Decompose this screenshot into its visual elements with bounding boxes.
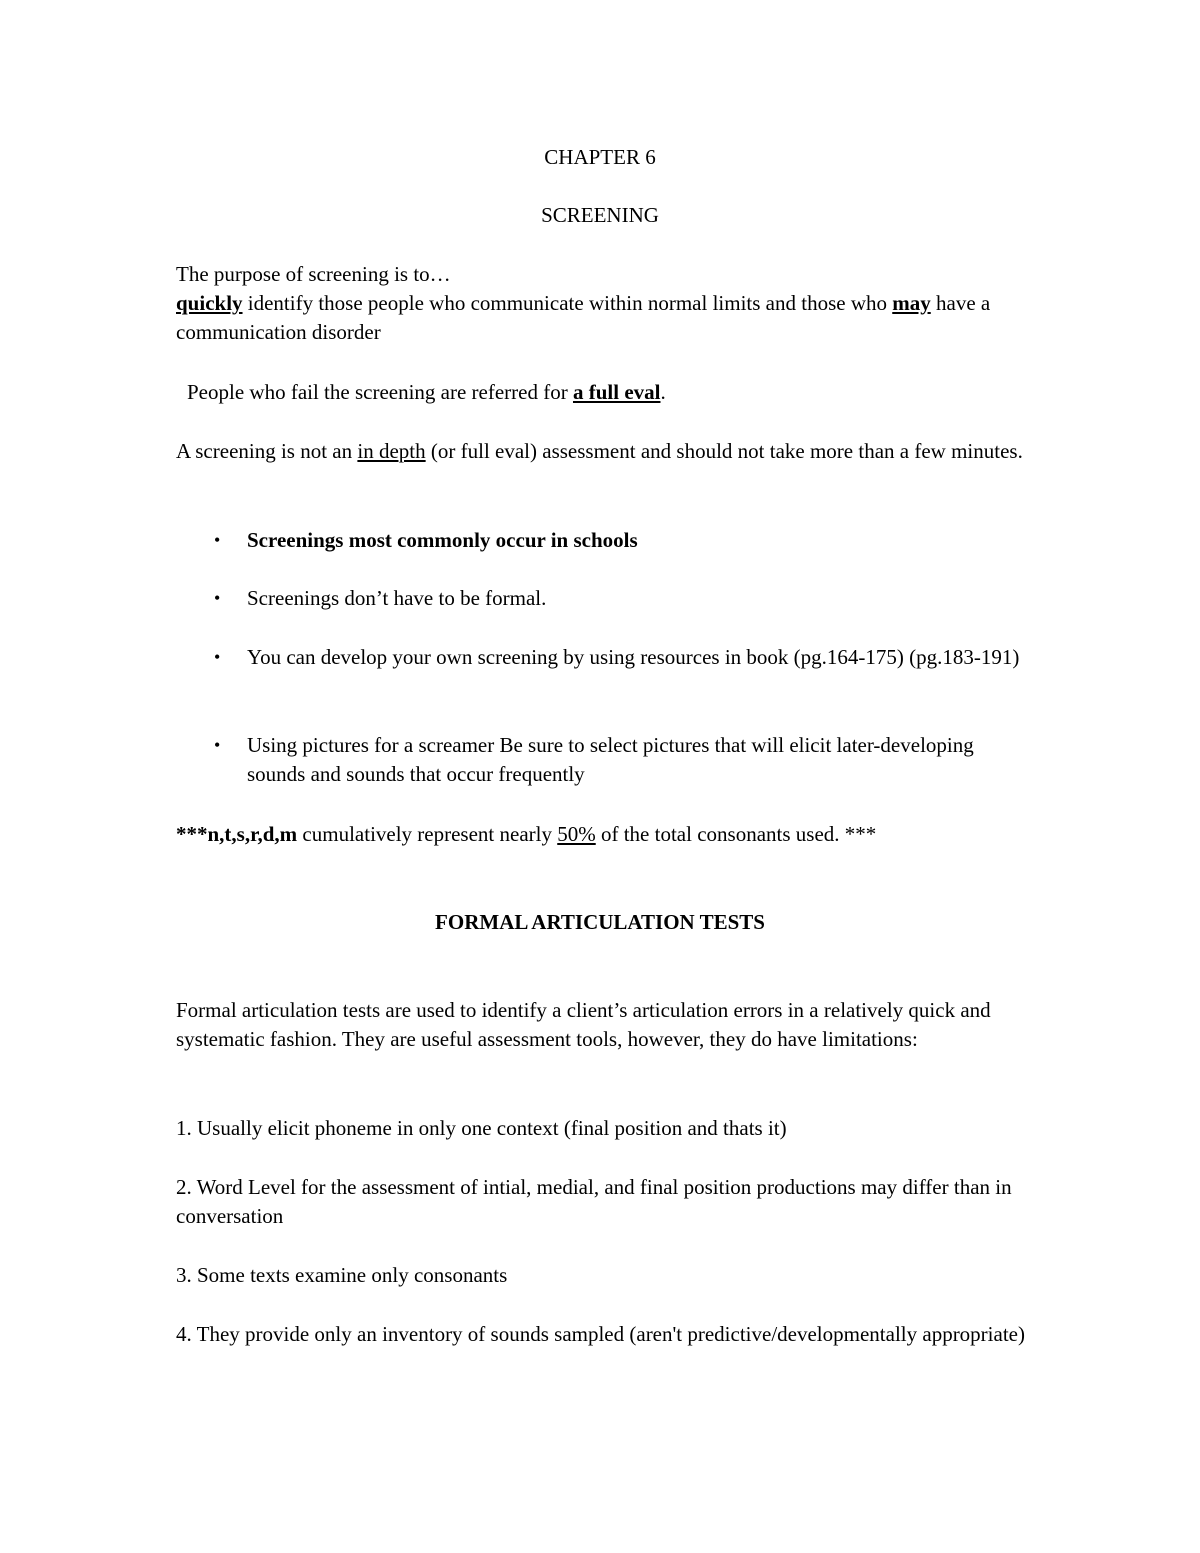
limitation-item: 4. They provide only an inventory of sounds sampled (aren't predictive/developmentally appropriate) <box>176 1322 1025 1346</box>
formal-intro-paragraph: Formal articulation tests are used to identify a client’s articulation errors in a relatively quick and systematic fashion. They are useful assessment tools, however, they do have limitations: <box>176 998 991 1051</box>
referral-paragraph: People who fail the screening are referred for a full eval. <box>187 380 666 404</box>
emph-may: may <box>892 291 931 315</box>
purpose-paragraph <box>176 260 1036 347</box>
bullet-dot-icon: • <box>214 647 221 667</box>
screening-definition: A screening is not an in depth (or full eval) assessment and should not take more than a few minutes. <box>176 439 1023 463</box>
chapter-title: CHAPTER 6 <box>544 145 656 169</box>
limitation-item: 2. Word Level for the assessment of intial, medial, and final position productions may differ than in conversation <box>176 1175 1012 1228</box>
emph-full-eval: a full eval <box>572 380 661 404</box>
bullet-dot-icon: • <box>214 588 221 608</box>
limitation-item: 1. Usually elicit phoneme in only one context (final position and thats it) <box>176 1116 787 1140</box>
purpose-body: quickly identify those people who communicate within normal limits and those who may have a communication disorder <box>176 291 991 344</box>
emph-quickly: quickly <box>176 291 243 315</box>
section-title-formal-tests: FORMAL ARTICULATION TESTS <box>435 910 765 934</box>
bullet-dot-icon: • <box>214 530 221 550</box>
limitation-item: 3. Some texts examine only consonants <box>176 1263 508 1287</box>
bullet-item: • Screenings most commonly occur in schools <box>176 526 1036 555</box>
emph-in-depth: in depth <box>357 439 426 463</box>
bullet-dot-icon: • <box>214 735 221 755</box>
bullet-item: • Screenings don’t have to be formal. <box>176 584 1036 613</box>
bullet-item: • You can develop your own screening by using resources in book (pg.164-175) (pg.183-191) <box>176 643 1036 672</box>
consonants-note: ***n,t,s,r,d,m cumulatively represent nearly 50% of the total consonants used. *** <box>176 822 877 846</box>
purpose-intro: The purpose of screening is to… <box>176 262 451 286</box>
bullet-item: • Using pictures for a screamer Be sure to select pictures that will elicit later-developing sounds and sounds that occur frequently <box>214 733 974 786</box>
emph-percentage: 50% <box>557 822 596 846</box>
section-title-screening: SCREENING <box>541 203 659 227</box>
